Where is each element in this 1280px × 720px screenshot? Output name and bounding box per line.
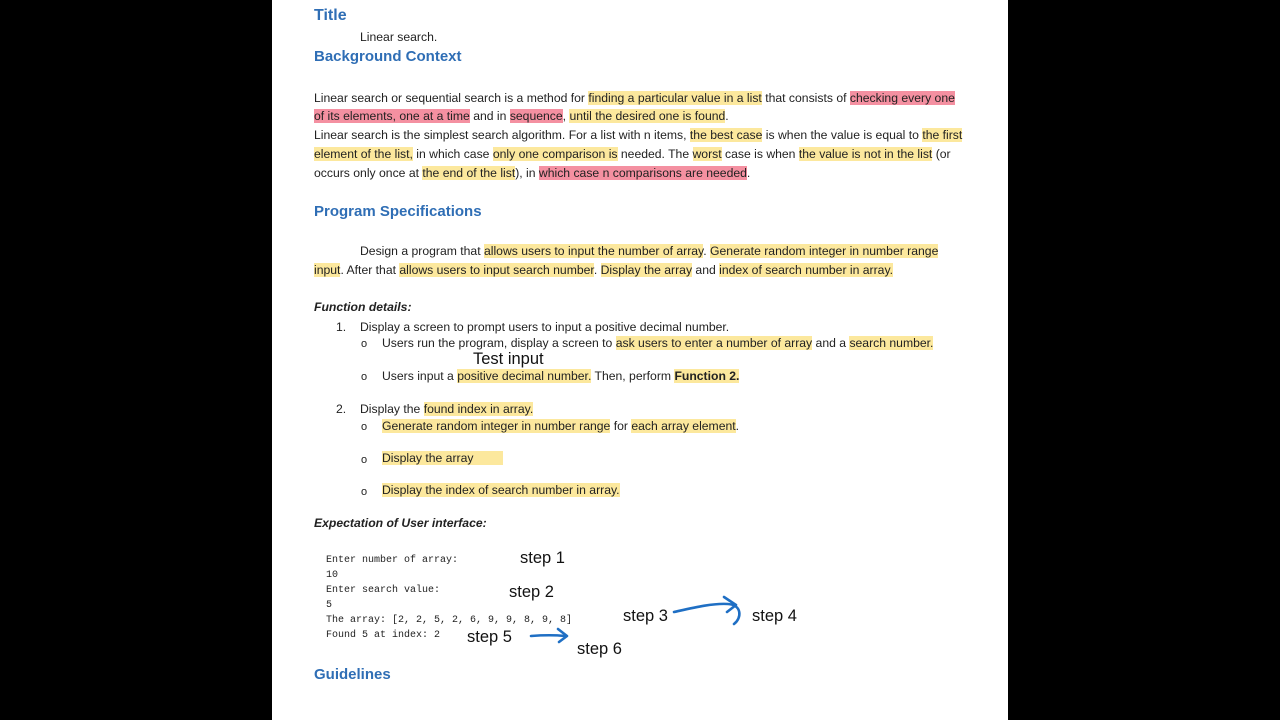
heading-title: Title: [314, 7, 347, 24]
list-item-1a: Users run the program, display a screen to ask users to enter a number of array and a search number.: [382, 336, 934, 350]
console-line: Enter number of array:: [326, 555, 459, 566]
expectation-label: Expectation of User interface:: [314, 516, 487, 530]
specs-line-2: input. After that allows users to input search number. Display the array and index of search number in array.: [314, 263, 894, 277]
background-line-5: occurs only once at the end of the list), in which case n comparisons are needed.: [314, 166, 751, 180]
list-item-2a: Generate random integer in number range for each array element.: [382, 419, 740, 433]
background-line-3: Linear search is the simplest search algorithm. For a list with n items, the best case is when the value is equal to the first: [314, 128, 963, 142]
bullet-icon: o: [361, 338, 368, 350]
bullet-icon: o: [361, 454, 368, 466]
pen-arrows: [272, 0, 1008, 720]
list-item-2c: Display the index of search number in array.: [382, 483, 620, 497]
heading-background-context: Background Context: [314, 48, 462, 65]
annotation-step-5: step 5: [467, 628, 512, 646]
annotation-step-2: step 2: [509, 583, 554, 601]
console-line: Found 5 at index: 2: [326, 630, 441, 641]
list-number-2: 2.: [336, 402, 347, 416]
heading-program-specifications: Program Specifications: [314, 203, 482, 220]
annotation-step-1: step 1: [520, 549, 565, 567]
console-line: The array: [2, 2, 5, 2, 6, 9, 9, 8, 9, 8]: [326, 615, 573, 626]
bullet-icon: o: [361, 421, 368, 433]
background-line-4: element of the list, in which case only one comparison is needed. The worst case is when the value is not in the list (or: [314, 147, 951, 161]
console-line: Enter search value:: [326, 585, 441, 596]
heading-guidelines: Guidelines: [314, 666, 391, 683]
annotation-test-input: Test input: [473, 350, 544, 368]
function-details-label: Function details:: [314, 300, 412, 314]
list-item-1b: Users input a positive decimal number. Then, perform Function 2.: [382, 369, 740, 383]
arrow-step3-to-step4: [674, 604, 739, 624]
annotation-step-4: step 4: [752, 607, 797, 625]
list-number-1: 1.: [336, 320, 347, 334]
title-value: Linear search.: [360, 30, 438, 44]
console-line: 10: [326, 570, 339, 581]
bullet-icon: o: [361, 486, 368, 498]
document-page: [272, 0, 1008, 720]
background-line-2: of its elements, one at a time and in sequence, until the desired one is found.: [314, 109, 729, 123]
list-item-2: Display the found index in array.: [360, 402, 534, 416]
list-item-1: Display a screen to prompt users to input a positive decimal number.: [360, 320, 730, 334]
background-line-1: Linear search or sequential search is a method for finding a particular value in a list that consists of checking every one: [314, 91, 955, 105]
console-line: 5: [326, 600, 333, 611]
list-item-2b: Display the array: [382, 451, 503, 465]
arrow-step5-to-step6: [531, 635, 565, 636]
annotation-step-3: step 3: [623, 607, 668, 625]
annotation-step-6: step 6: [577, 640, 622, 658]
specs-line-1: Design a program that allows users to input the number of array. Generate random integer in number range: [360, 244, 939, 258]
bullet-icon: o: [361, 371, 368, 383]
